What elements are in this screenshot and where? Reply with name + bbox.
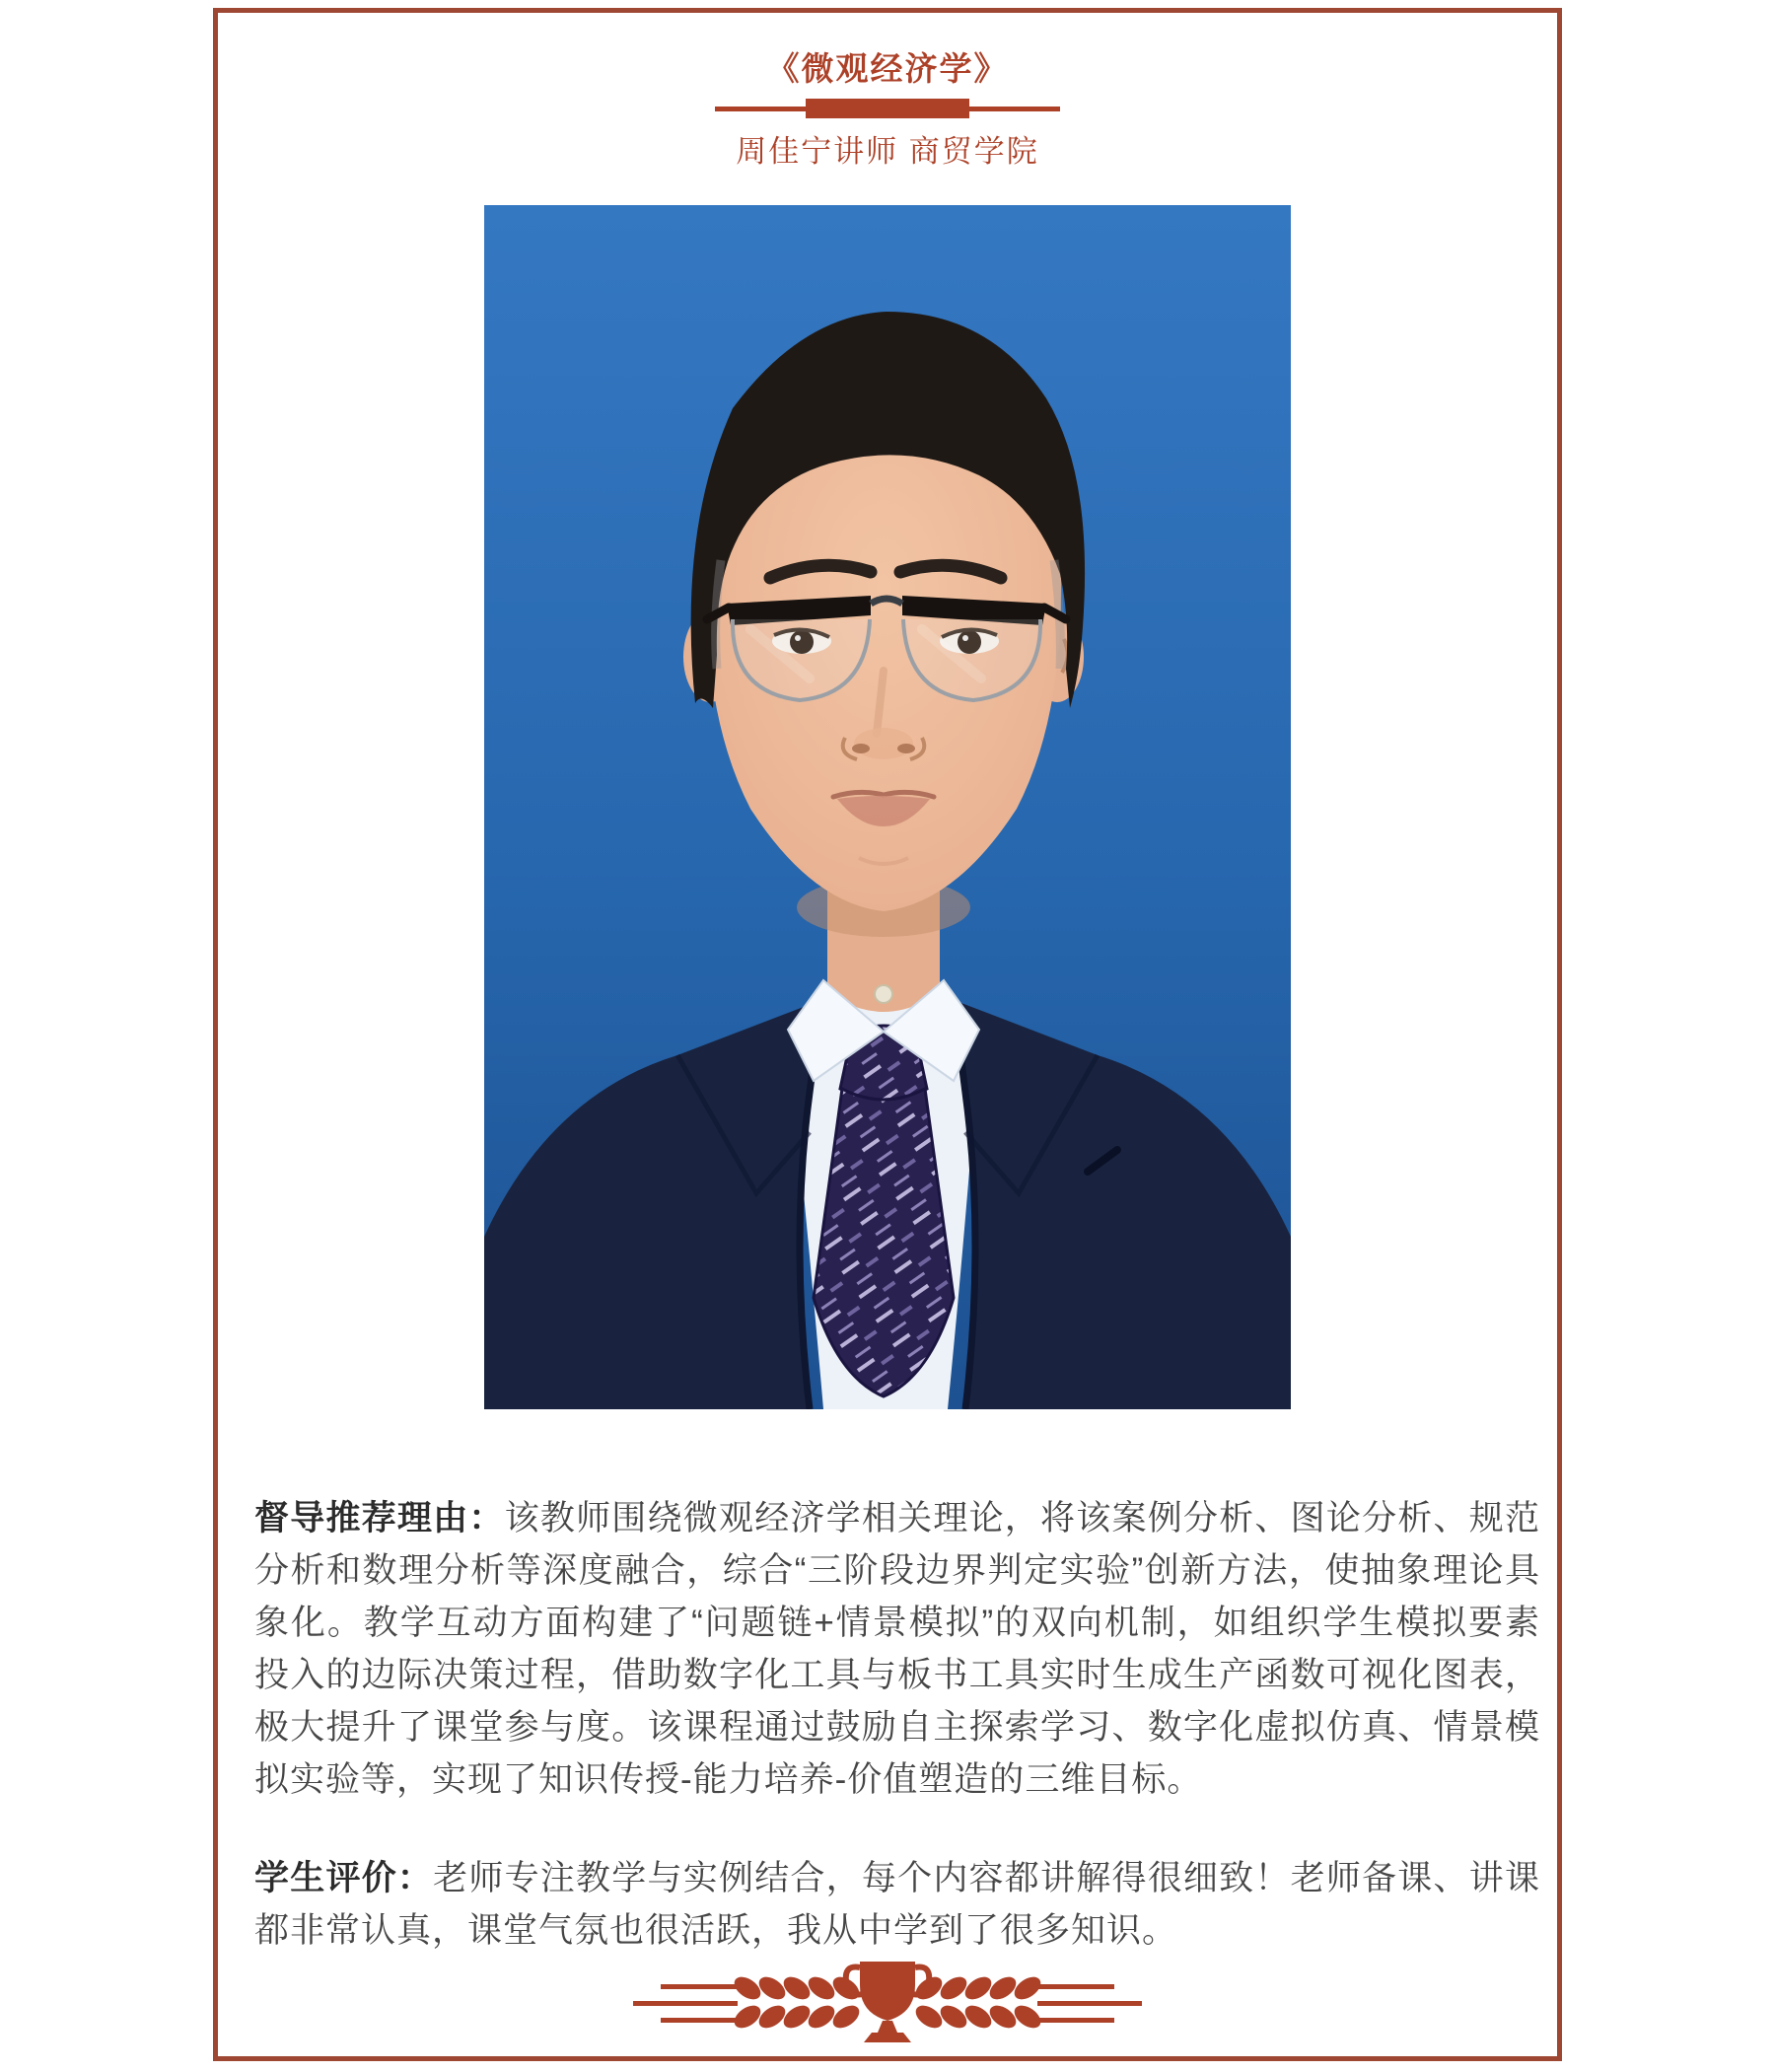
- laurel-branch-right-icon: [912, 1972, 1045, 2033]
- teacher-portrait-photo: [484, 205, 1291, 1409]
- student-review-paragraph: [254, 1852, 1540, 1957]
- decor-lines-left: [633, 1984, 738, 2023]
- title-divider: [715, 99, 1060, 118]
- supervisor-review-label: 督导推荐理由：: [254, 1499, 505, 1537]
- divider-thick-bar: [806, 99, 969, 118]
- supervisor-review-paragraph: [254, 1492, 1540, 1806]
- student-review-label: 学生评价：: [254, 1859, 434, 1897]
- student-review-text: 老师专注教学与实例结合，每个内容都讲解得很细致！老师备课、讲课都非常认真，课堂气氛也很活跃，我从中学到了很多知识。: [254, 1859, 1540, 1950]
- trophy-icon: [846, 1962, 929, 2042]
- lecturer-subtitle: 周佳宁讲师 商贸学院: [736, 134, 1039, 169]
- footer-decoration: [562, 1958, 1213, 2052]
- decor-lines-right: [1037, 1984, 1142, 2023]
- supervisor-review-text: 该教师围绕微观经济学相关理论，将该案例分析、图论分析、规范分析和数理分析等深度融合，综合“三阶段边界判定实验”创新方法，使抽象理论具象化。教学互动方面构建了“问题链+情景模拟”的双向机制，如组织学生模拟要素投入的边际决策过程，借助数字化工具与板书工具实时生成生产函数可视化图表，极大提升了课堂参与度。该课程通过鼓励自主探索学习、数字化虚拟仿真、情景模拟实验等，实现了知识传授-能力培养-价值塑造的三维目标。: [254, 1499, 1540, 1799]
- course-title: 《微观经济学》: [766, 50, 1009, 87]
